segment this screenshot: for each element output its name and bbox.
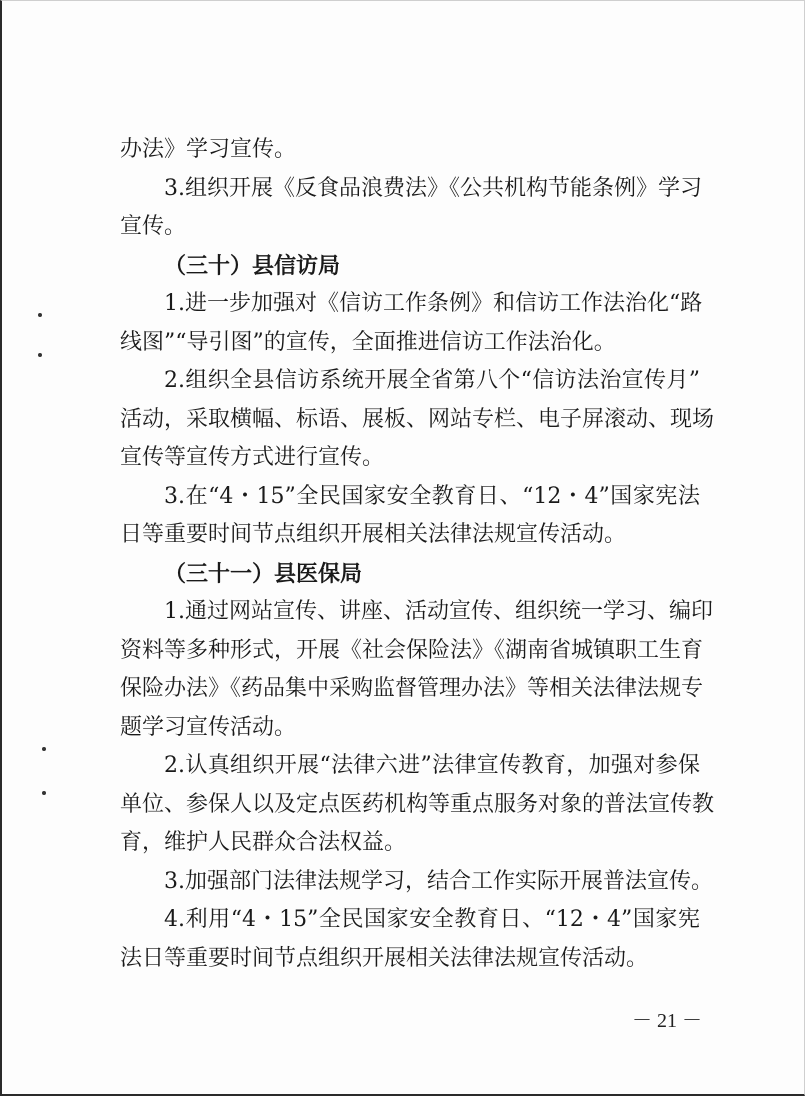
binding-hole-mark xyxy=(42,747,46,751)
paragraph-line: 活动，采取横幅、标语、展板、网站专栏、电子屏滚动、现场 xyxy=(120,406,715,432)
paragraph-line: 2.认真组织开展“法律六进”法律宣传教育，加强对参保 xyxy=(164,753,700,778)
section-heading: （三十）县信访局 xyxy=(164,252,341,279)
paragraph-line: 题学习宣传活动。 xyxy=(120,714,297,740)
paragraph-line: 3.在“4・15”全民国家安全教育日、“12・4”国家宪法 xyxy=(164,483,700,509)
paragraph-line: 4.利用“4・15”全民国家安全教育日、“12・4”国家宪 xyxy=(164,907,700,932)
paragraph-line: 宣传。 xyxy=(120,214,187,239)
binding-hole-mark xyxy=(38,313,42,317)
paragraph-line: 1.通过网站宣传、讲座、活动宣传、组织统一学习、编印 xyxy=(164,599,713,624)
binding-hole-mark xyxy=(42,791,46,795)
paragraph-line: 法日等重要时间节点组织开展相关法律法规宣传活动。 xyxy=(120,945,649,971)
paragraph-line: 日等重要时间节点组织开展相关法律法规宣传活动。 xyxy=(120,522,627,547)
page-number: － 21 － xyxy=(632,1010,702,1032)
paragraph-line: 育，维护人民群众合法权益。 xyxy=(120,830,407,855)
paragraph-line: 办法》学习宣传。 xyxy=(120,137,297,162)
paragraph-line: 1.进一步加强对《信访工作条例》和信访工作法治化“路 xyxy=(164,291,703,316)
paragraph-line: 线图”“导引图”的宣传，全面推进信访工作法治化。 xyxy=(120,329,616,355)
paragraph-line: 资料等多种形式，开展《社会保险法》《湖南省城镇职工生育 xyxy=(120,637,704,663)
paragraph-line: 3.组织开展《反食品浪费法》《公共机构节能条例》学习 xyxy=(164,175,702,201)
paragraph-line: 3.加强部门法律法规学习，结合工作实际开展普法宣传。 xyxy=(164,868,713,894)
paragraph-line: 单位、参保人以及定点医药机构等重点服务对象的普法宣传教 xyxy=(120,791,715,817)
binding-hole-mark xyxy=(38,353,42,357)
paragraph-line: 宣传等宣传方式进行宣传。 xyxy=(120,445,385,470)
section-heading: （三十一）县医保局 xyxy=(164,560,363,587)
paragraph-line: 保险办法》《药品集中采购监督管理办法》等相关法律法规专 xyxy=(120,676,704,701)
paragraph-line: 2.组织全县信访系统开展全省第八个“信访法治宣传月” xyxy=(164,368,700,393)
body-text xyxy=(120,131,715,978)
